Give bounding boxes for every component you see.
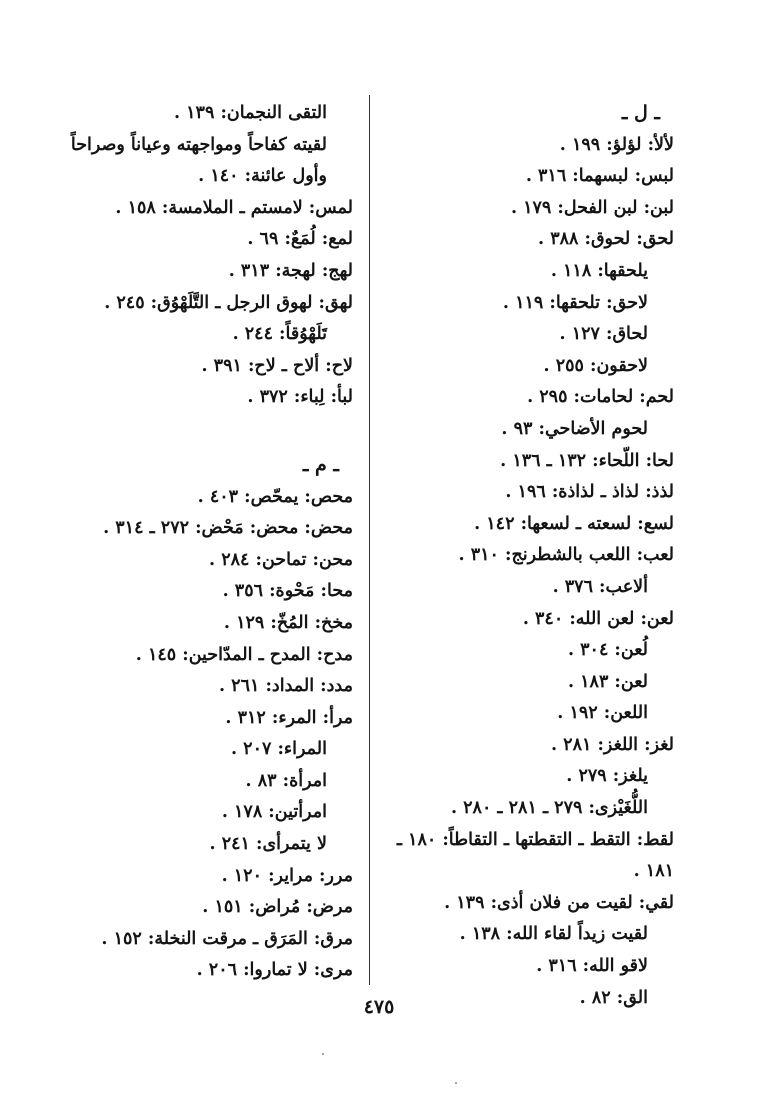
- page-number: ٤٧٥: [363, 996, 395, 1018]
- index-entry-line: لقط: التقط ـ التقطتها ـ التقاطاً: ١٨٠ ـ: [396, 829, 674, 850]
- index-entry-line: لقيت زيداً لقاء الله: ١٣٨ .: [459, 924, 648, 945]
- index-entry-line: لحاق: ١٢٧ .: [559, 324, 648, 345]
- index-entry-line: لبس: لبسهما: ٣١٦ .: [525, 166, 674, 187]
- index-entry-line: مرأ: المرء: ٣١٢ .: [225, 707, 353, 728]
- index-entry-line: ألاعب: ٣٧٦ .: [552, 576, 648, 597]
- index-entry-line: لا يتمرأى: ٢٤١ .: [209, 834, 327, 855]
- index-entry-line: تَلَهْوُقاً: ٢٤٤ .: [232, 324, 327, 345]
- index-entry-line: لاحقون: ٢٥٥ .: [543, 355, 648, 376]
- index-entry-line: لحا: اللّحاء: ١٣٢ ـ ١٣٦ .: [500, 450, 674, 471]
- index-entry-line: لاقو الله: ٣١٦ .: [536, 956, 648, 977]
- index-entry-line: لعب: اللعب بالشطرنج: ٣١٠ .: [458, 545, 674, 566]
- index-entry-line: لُعن: ٣٠٤ .: [567, 640, 648, 661]
- index-entry-line: امرأتين: ١٧٨ .: [221, 802, 327, 823]
- section-spacer: [53, 414, 353, 450]
- index-entry-line: لبأ: لِباء: ٣٧٢ .: [247, 387, 353, 408]
- index-entry-line: لبن: لبن الفحل: ١٧٩ .: [510, 197, 674, 218]
- print-speck: [322, 1053, 324, 1055]
- left-entries-mim: [53, 482, 353, 988]
- index-entry-line: يلغز: ٢٧٩ .: [566, 766, 648, 787]
- column-divider: [369, 95, 370, 985]
- right-entries: [374, 130, 674, 1015]
- index-entry-line: مرق: المَرَق ـ مرقت النخلة: ١٥٢ .: [101, 928, 353, 949]
- index-entry-line: محن: تماحن: ٢٨٤ .: [209, 549, 353, 570]
- index-entry-line: لعن: لعن الله: ٣٤٠ .: [522, 608, 674, 629]
- left-column: [53, 98, 353, 987]
- index-entry-line: لذذ: لذاذ ـ لذاذة: ١٩٦ .: [505, 482, 674, 503]
- index-entry-line: التقى النجمان: ١٣٩ .: [173, 103, 327, 123]
- index-entry-line: يلحقها: ١١٨ .: [550, 260, 648, 281]
- index-entry-line: لهق: لهوق الرجل ـ التَّلَهْوُق: ٢٤٥ .: [104, 292, 353, 313]
- section-header-lam: ـ ل ـ: [621, 102, 660, 124]
- index-entry-line: اللُّغَيْزى: ٢٧٩ ـ ٢٨١ ـ ٢٨٠ .: [450, 798, 648, 819]
- index-entry-line: لألأ: لؤلؤ: ١٩٩ .: [559, 134, 674, 155]
- index-entry-line: لغز: اللغز: ٢٨١ .: [550, 734, 674, 755]
- index-entry-line: محا: مَحْوة: ٣٥٦ .: [222, 581, 353, 602]
- right-column: [374, 98, 674, 1014]
- index-entry-line: لمس: لامستم ـ الملامسة: ١٥٨ .: [115, 197, 353, 218]
- index-entry-line: امرأة: ٨٣ .: [245, 770, 327, 791]
- print-speck: [455, 1082, 457, 1084]
- index-entry-line: لقيته كفاحاً ومواجهته وعياناً وصراحاً: [70, 134, 327, 155]
- index-entry-line: لحم: لحامات: ٢٩٥ .: [527, 387, 674, 408]
- index-entry-line: لحوم الأضاحي: ٩٣ .: [501, 418, 648, 439]
- index-entry-line: مرر: مراير: ١٢٠ .: [221, 865, 353, 886]
- index-entry-line: محص: يمحّص: ٤٠٣ .: [197, 486, 353, 507]
- index-entry-line: لقي: لقيت من فلان أذى: ١٣٩ .: [444, 892, 674, 913]
- index-entry-line: الق: ٨٢ .: [579, 987, 648, 1008]
- index-entry-line: مدح: المدح ـ المدّاحين: ١٤٥ .: [135, 644, 353, 665]
- index-entry-line: مدد: المداد: ٢٦١ .: [218, 676, 353, 697]
- index-entry-line: اللعن: ١٩٢ .: [557, 703, 648, 724]
- index-entry-line: المراء: ٢٠٧ .: [230, 739, 327, 760]
- index-entry-line: لسع: لسعته ـ لسعها: ١٤٢ .: [474, 513, 674, 534]
- index-entry-line: لعن: ١٨٣ .: [567, 671, 648, 692]
- index-entry-line: ١٨١ .: [633, 861, 674, 882]
- index-entry-line: مخخ: المُخّ: ١٢٩ .: [223, 612, 353, 633]
- left-entries-lam: [53, 98, 353, 414]
- index-entry-line: لهج: لهجة: ٣١٣ .: [228, 260, 353, 281]
- index-entry-line: لمع: لُمَعٌ: ٦٩ .: [247, 229, 353, 250]
- section-header-mim: ـ م ـ: [302, 453, 339, 476]
- index-entry-line: لاح: ألاح ـ لاح: ٣٩١ .: [201, 355, 353, 376]
- index-entry-line: لاحق: تلحقها: ١١٩ .: [502, 292, 648, 313]
- index-entry-line: محض: محض: مَحْض: ٢٧٢ ـ ٣١٤ .: [103, 518, 353, 539]
- index-entry-line: لحق: لحوق: ٣٨٨ .: [538, 229, 674, 250]
- index-entry-line: وأول عائنة: ١٤٠ .: [198, 166, 327, 187]
- index-entry-line: مرض: مُراض: ١٥١ .: [202, 897, 353, 918]
- index-entry-line: مرى: لا تماروا: ٢٠٦ .: [196, 960, 353, 981]
